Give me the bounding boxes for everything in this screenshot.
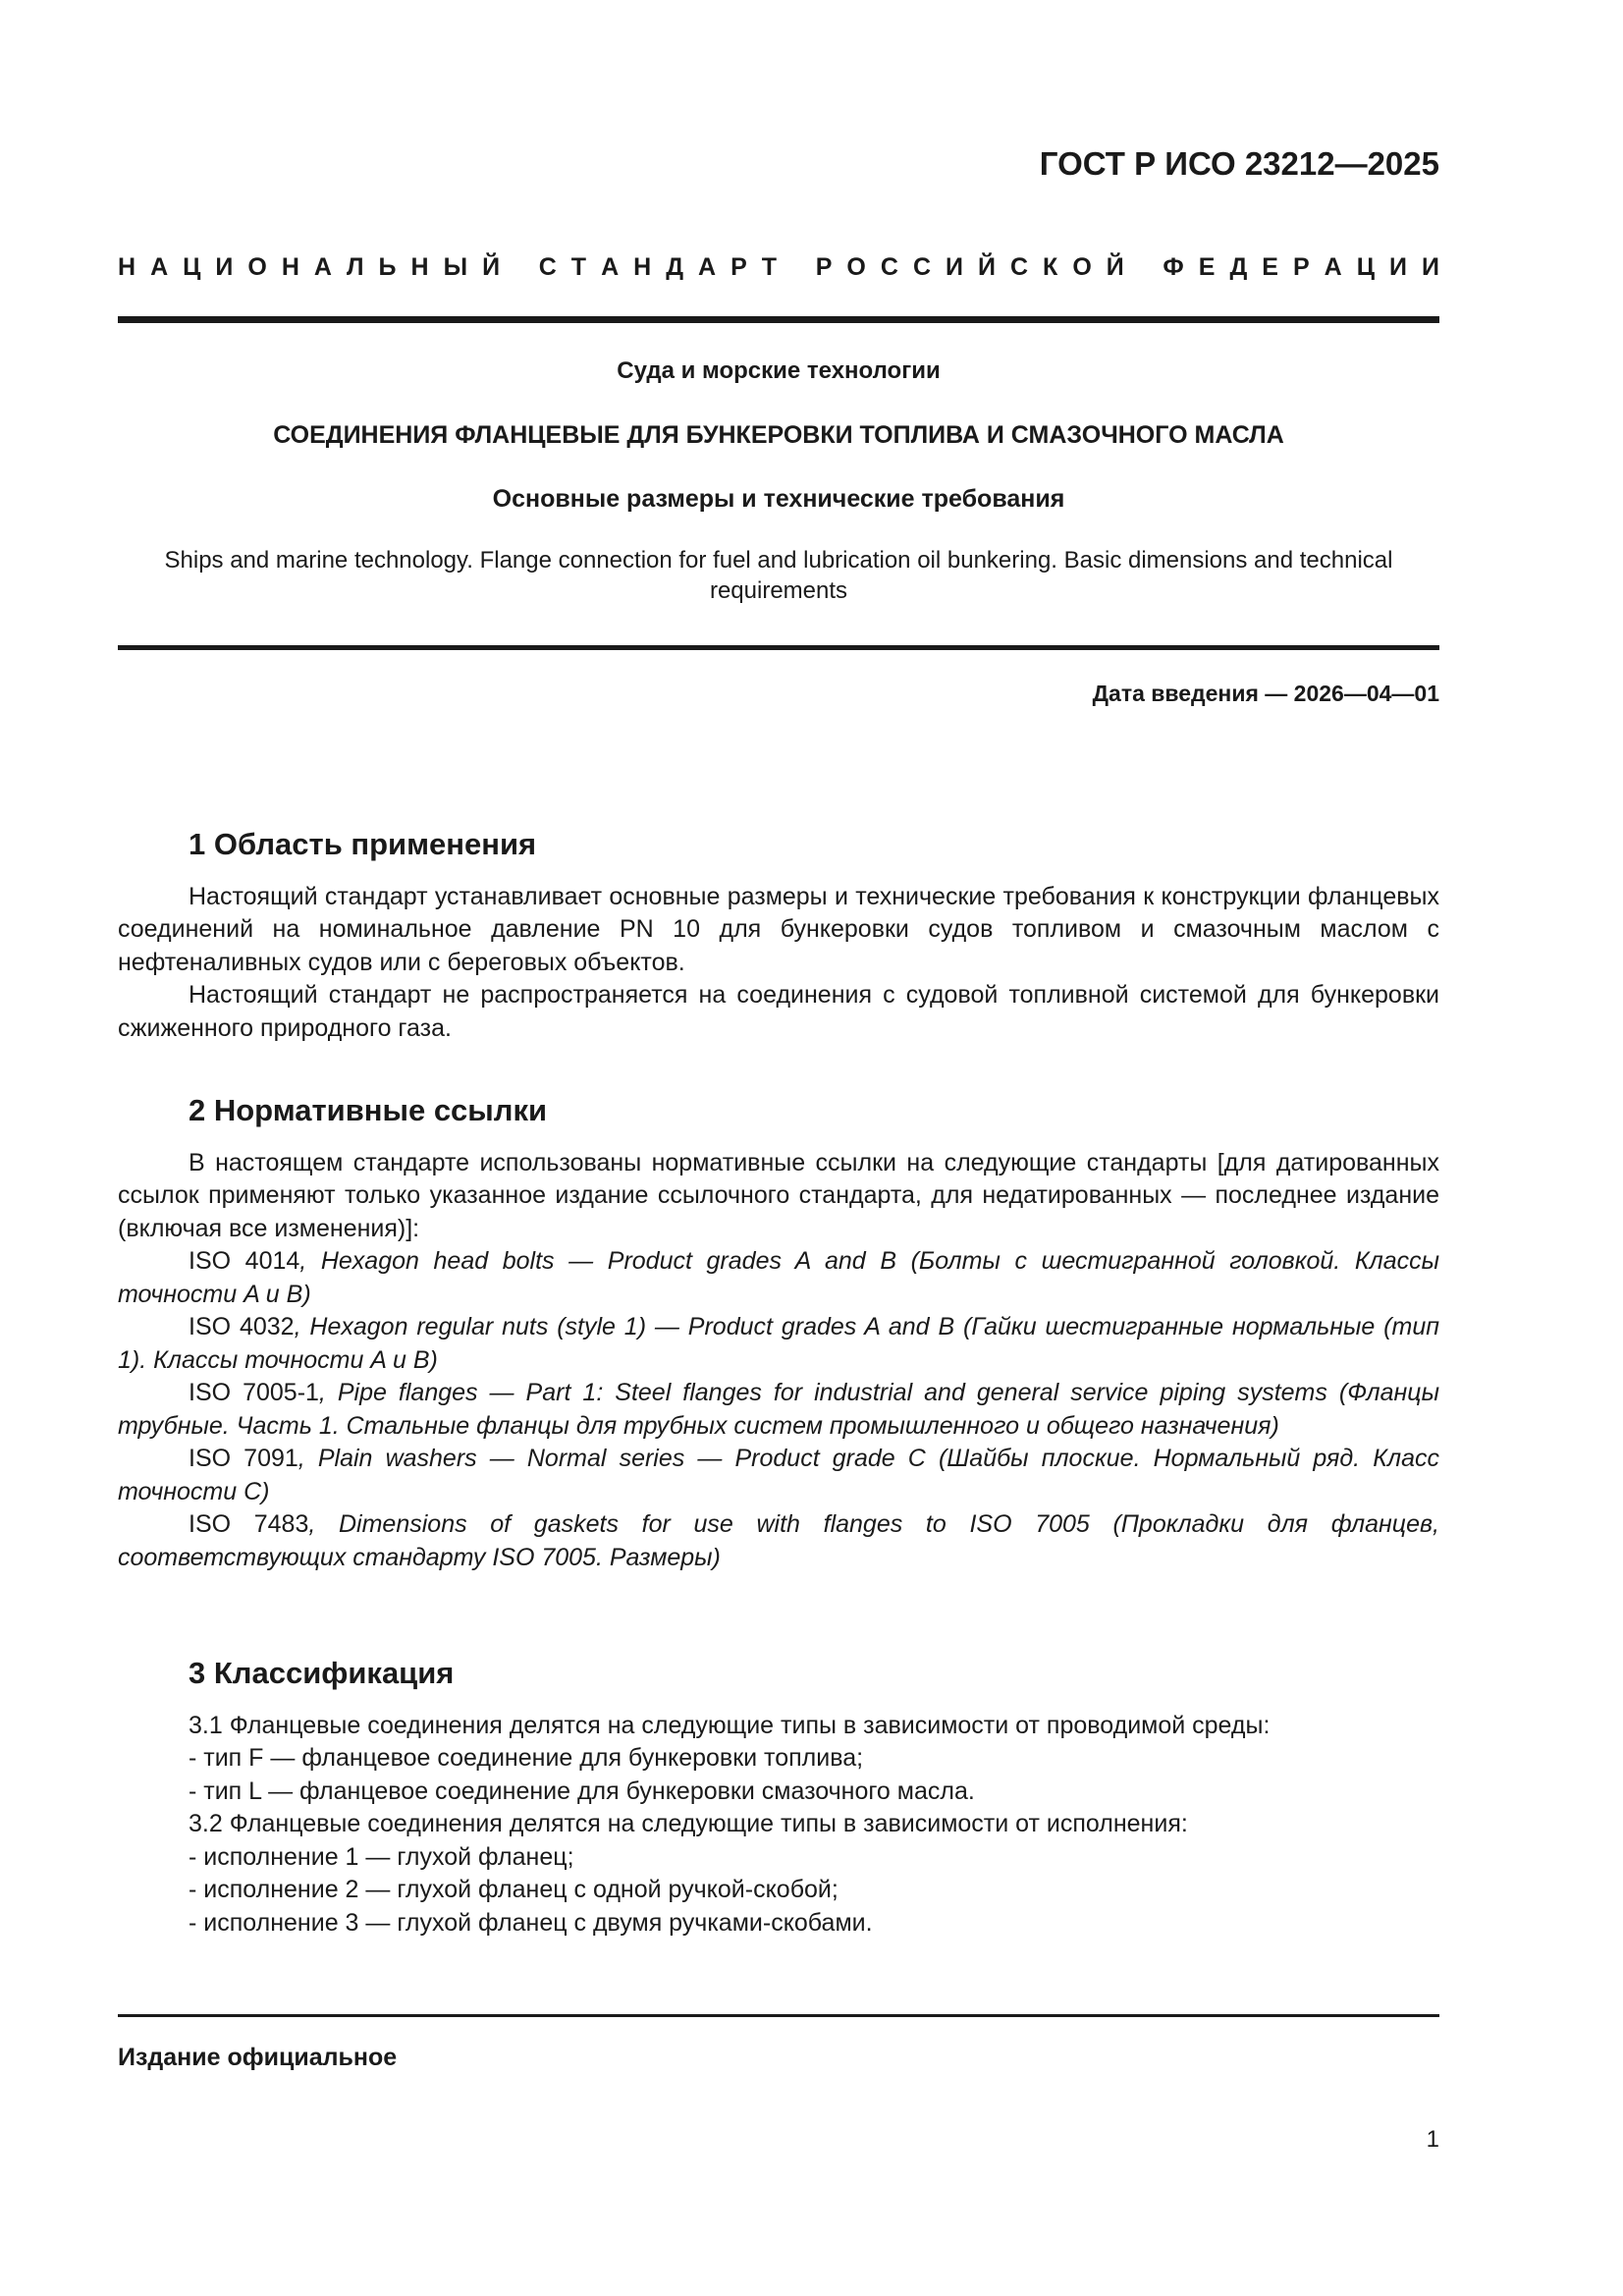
classification-line: - исполнение 1 — глухой фланец; (189, 1842, 574, 1871)
document-page (118, 0, 1439, 2296)
introduction-date: Дата введения — 2026—04—01 (1092, 681, 1439, 706)
page-number: 1 (1426, 2126, 1439, 2153)
heading-word: Н А Ц И О Н А Л Ь Н Ы Й (118, 253, 501, 281)
title-main: СОЕДИНЕНИЯ ФЛАНЦЕВЫЕ ДЛЯ БУНКЕРОВКИ ТОПЛИВА И СМАЗОЧНОГО МАСЛА (273, 421, 1284, 449)
title-english: Ships and marine technology. Flange connection for fuel and lubrication oil bunkering. Basic dimensions and technical requirements (164, 547, 1393, 604)
title-area: Суда и морские технологии (617, 357, 941, 384)
section-normative-references (118, 1094, 1439, 1574)
section-heading: 1 Область применения (189, 827, 537, 861)
reference-code: ISO 7483 (189, 1510, 309, 1538)
title-sub: Основные размеры и технические требования (492, 485, 1065, 513)
paragraph: Настоящий стандарт устанавливает основные размеры и технические требования к конструкции фланцевых соединений на номинальное давление PN 10 для бункеровки судов топливом и смазочным маслом с нефтеналивных судов или с береговых объектов. (118, 882, 1439, 976)
reference-code: ISO 4032 (189, 1313, 295, 1340)
reference-title: , Plain washers — Normal series — Product grade C (Шайбы плоские. Нормальный ряд. Класс точности C) (118, 1445, 1439, 1505)
heading-word: С Т А Н Д А Р Т (538, 253, 778, 281)
classification-line: - исполнение 2 — глухой фланец с одной ручкой-скобой; (189, 1876, 839, 1903)
paragraph: В настоящем стандарте использованы нормативные ссылки на следующие стандарты [для датированных ссылок применяют только указанное издание ссылочного стандарта, для недатированных — последнее издание (включая все изменения)]: (118, 1148, 1439, 1242)
top-divider (118, 316, 1439, 323)
footer-divider (118, 2014, 1439, 2017)
classification-line: 3.2 Фланцевые соединения делятся на следующие типы в зависимости от исполнения: (189, 1810, 1188, 1837)
heading-word: Р О С С И Й С К О Й (815, 253, 1124, 281)
reference-title: , Hexagon regular nuts (style 1) — Product grades A and B (Гайки шестигранные нормальные (тип 1). Классы точности A и B) (118, 1313, 1439, 1374)
section-heading: 2 Нормативные ссылки (189, 1093, 548, 1127)
title-divider (118, 645, 1439, 650)
standard-heading (118, 253, 1439, 282)
heading-word: Ф Е Д Е Р А Ц И И (1163, 253, 1439, 281)
section-heading: 3 Классификация (189, 1656, 455, 1690)
reference-code: ISO 4014 (189, 1247, 300, 1275)
classification-line: - тип F — фланцевое соединение для бункеровки топлива; (189, 1744, 864, 1772)
classification-line: - тип L — фланцевое соединение для бункеровки смазочного масла. (189, 1777, 975, 1805)
reference-code: ISO 7005-1 (189, 1379, 319, 1406)
reference-item (118, 1443, 1439, 1508)
reference-title: , Pipe flanges — Part 1: Steel flanges for industrial and general service piping systems (Фланцы трубные. Часть 1. Стальные фланцы для трубных систем промышленного и общего назначения) (118, 1379, 1439, 1440)
classification-line: 3.1 Фланцевые соединения делятся на следующие типы в зависимости от проводимой среды: (189, 1711, 1271, 1739)
section-scope (118, 828, 1439, 1045)
document-code: ГОСТ Р ИСО 23212—2025 (1039, 145, 1439, 182)
reference-item (118, 1245, 1439, 1311)
reference-item (118, 1311, 1439, 1377)
paragraph: Настоящий стандарт не распространяется на соединения с судовой топливной системой для бункеровки сжиженного природного газа. (118, 981, 1439, 1042)
official-edition-label: Издание официальное (118, 2044, 398, 2071)
reference-code: ISO 7091 (189, 1445, 298, 1472)
reference-item (118, 1508, 1439, 1574)
classification-line: - исполнение 3 — глухой фланец с двумя ручками-скобами. (189, 1908, 873, 1937)
section-classification (118, 1657, 1439, 1940)
reference-title: , Dimensions of gaskets for use with flanges to ISO 7005 (Прокладки для фланцев, соответствующих стандарту ISO 7005. Размеры) (118, 1510, 1439, 1571)
reference-item (118, 1377, 1439, 1443)
reference-title: , Hexagon head bolts — Product grades A and B (Болты с шестигранной головкой. Классы точности A и B) (118, 1247, 1439, 1308)
